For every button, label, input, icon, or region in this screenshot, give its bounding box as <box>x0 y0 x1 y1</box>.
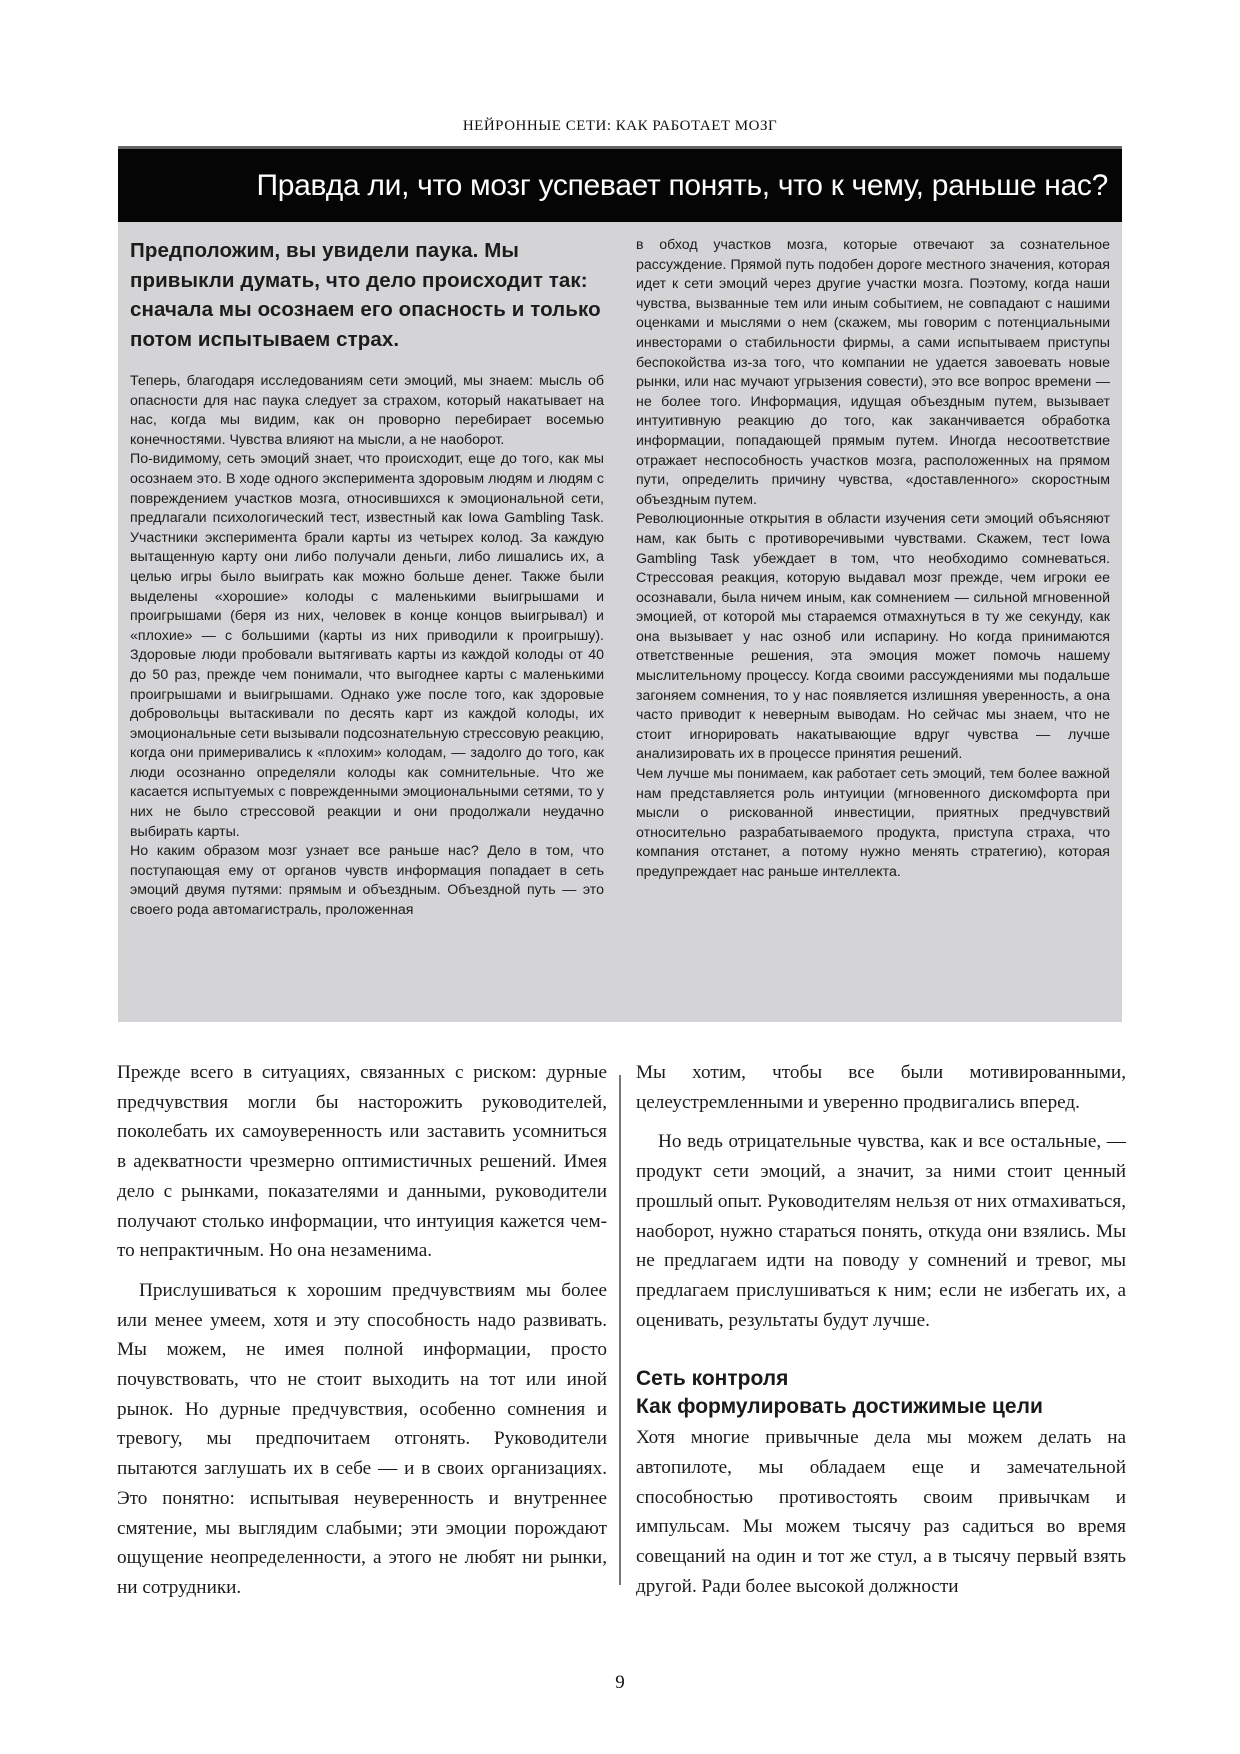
body-paragraph: Прислушиваться к хорошим предчувствиям мы более или менее умеем, хотя и эту способность надо развивать. Мы можем, не имея полной информации, просто почувствовать, что не стоит выходить на тот или иной рынок. Но дурные предчувствия, особенно сомнения и тревогу, мы предпочитаем отгонять. Руководители пытаются заглушать их в себе — и в своих организациях. Это понятно: испытывая неуверенность и внутреннее смятение, мы выглядим слабыми; эти эмоции порождают ощущение неопределенности, а этого не любят ни рынки, ни сотрудники. <box>117 1279 607 1598</box>
main-text-right-column <box>636 1058 1126 1612</box>
section-heading-subtitle: Как формулировать достижимые цели <box>636 1395 1043 1419</box>
page-number: 9 <box>615 1672 625 1693</box>
sidebar-box-paragraph: Но каким образом мозг узнает все раньше нас? Дело в том, что поступающая ему от органов чувств информация попадает в сеть эмоций двумя путями: прямым и объездным. Объездной путь — это своего рода автомагистраль, проложенная <box>130 843 604 919</box>
sidebar-box-title: Правда ли, что мозг успевает понять, что к чему, раньше нас? <box>256 169 1108 202</box>
sidebar-box-lead: Предположим, вы увидели паука. Мы привыкли думать, что дело происходит так: сначала мы осознаем его опасность и только потом испытываем страх. <box>130 239 601 351</box>
body-paragraph: Прежде всего в ситуациях, связанных с риском: дурные предчувствия могли бы насторожить руководителей, поколебать их самоуверенность или заставить усомниться в адекватности чрезмерно оптимистичных решений. Имея дело с рынками, показателями и данными, руководители получают столько информации, что интуиция кажется чем-то непрактичным. Но она незаменима. <box>117 1062 607 1262</box>
running-head: НЕЙРОННЫЕ СЕТИ: КАК РАБОТАЕТ МОЗГ <box>462 118 778 134</box>
body-paragraph: Мы хотим, чтобы все были мотивированными, целеустремленными и уверенно продвигались вперед. <box>636 1062 1126 1113</box>
sidebar-box-title-bar <box>118 146 1122 222</box>
sidebar-box-paragraph: Революционные открытия в области изучения сети эмоций объясняют нам, как быть с противоречивыми чувствами. Скажем, тест Iowa Gambling Task убеждает в том, что необходимо сомневаться. Стрессовая реакция, которую выдавал мозг прежде, чем игроки ее осознавали, была ничем иным, как сомнением — сильной мгновенной эмоцией, от которой мы стараемся отмахнуться в ту же секунду, как она вызывает у нас озноб или испарину. Но когда принимаются ответственные решения, эта эмоция может помочь нашему мыслительному процессу. Когда своими рассуждениями мы подальше загоняем сомнения, то у нас появляется излишняя уверенность, а она часто приводит к неверным выводам. Но сейчас мы знаем, что не стоит игнорировать накатывающие вдруг чувства — лучше анализировать их в процессе принятия решений. <box>636 511 1110 763</box>
section-heading-title: Сеть контроля <box>636 1367 789 1391</box>
main-text-left-column <box>117 1058 607 1613</box>
column-divider <box>619 1075 621 1585</box>
body-paragraph: Но ведь отрицательные чувства, как и все остальные, — продукт сети эмоций, а значит, за ними стоит ценный прошлый опыт. Руководителям нельзя от них отмахиваться, наоборот, нужно стараться понять, откуда они взялись. Мы не предлагаем идти на поводу у сомнений и тревог, мы предлагаем прислушиваться к ним; если не избегать их, а оценивать, результаты будут лучше. <box>636 1131 1126 1331</box>
sidebar-box-left-column <box>130 236 604 921</box>
sidebar-box-paragraph: в обход участков мозга, которые отвечают за сознательное рассуждение. Прямой путь подобен дороге местного значения, которая идет к сети эмоций через другие участки мозга. Поэтому, когда наши чувства, вызванные тем или иным событием, не совпадают с нашими оценками и мыслями о нем (скажем, мы говорим с потенциальными инвесторами о стабильности фирмы, а сами испытываем приступы беспокойства из-за того, что компании не удается завоевать новые рынки, или нас мучают угрызения совести), это все вопрос времени — не более того. Информация, идущая объездным путем, вызывает интуитивную реакцию до того, как заканчивается обработка информации, попадающей прямым путем. Иногда несоответствие отражает неспособность участков мозга, расположенных на прямом пути, определить причину чувства, «доставленного» скоростным объездным путем. <box>636 237 1110 508</box>
sidebar-box-paragraph: По-видимому, сеть эмоций знает, что происходит, еще до того, как мы осознаем это. В ходе одного эксперимента здоровым людям и людям с повреждением участков мозга, относившихся к эмоциональной сети, предлагали психологический тест, известный как Iowa Gambling Task. Участники эксперимента брали карты из четырех колод. За каждую вытащенную карту они либо получали деньги, либо лишались их, а целью игры было выиграть как можно больше денег. Также были выделены «хорошие» колоды с маленькими выигрышами и проигрышами (беря из них, человек в конце концов выигрывал) и «плохие» — с большими (карты из них приводили к проигрышу). Здоровые люди пробовали вытягивать карты из каждой колоды от 40 до 50 раз, прежде чем понимали, что выгоднее карты с маленькими проигрышами и выигрышами. Однако уже после того, как здоровые добровольцы вытаскивали по десять карт из каждой колоды, их эмоциональные сети вызывали подсознательную стрессовую реакцию, когда они примеривались к «плохим» колодам, — задолго до того, как люди осознанно определяли колоды как сомнительные. Что же касается испытуемых с поврежденными эмоциональными сетями, то у них не было стрессовой реакции и они продолжали неудачно выбирать карты. <box>130 451 604 840</box>
sidebar-box-paragraph: Чем лучше мы понимаем, как работает сеть эмоций, тем более важной нам представляется роль интуиции (мгновенного дискомфорта при мысли о рискованной инвестиции, приятных предчувствий относительно разрабатываемого продукта, приступа страха, что компания отстанет, а потому нужно менять стратегию), которая предупреждает нас раньше интеллекта. <box>636 766 1110 880</box>
sidebar-box <box>118 222 1122 1022</box>
sidebar-box-right-column <box>636 236 1110 883</box>
section-heading <box>636 1365 1126 1421</box>
sidebar-box-paragraph: Теперь, благодаря исследованиям сети эмоций, мы знаем: мысль об опасности для нас паука следует за страхом, который накатывает на нас, когда мы видим, как он проворно перебирает восемью конечностями. Чувства влияют на мысли, а не наоборот. <box>130 373 604 448</box>
body-paragraph: Хотя многие привычные дела мы можем делать на автопилоте, мы обладаем еще и замечательной способностью противостоять своим привычкам и импульсам. Мы можем тысячу раз садиться во время совещаний на один и тот же стул, а в тысячу первый взять другой. Ради более высокой должности <box>636 1427 1126 1597</box>
